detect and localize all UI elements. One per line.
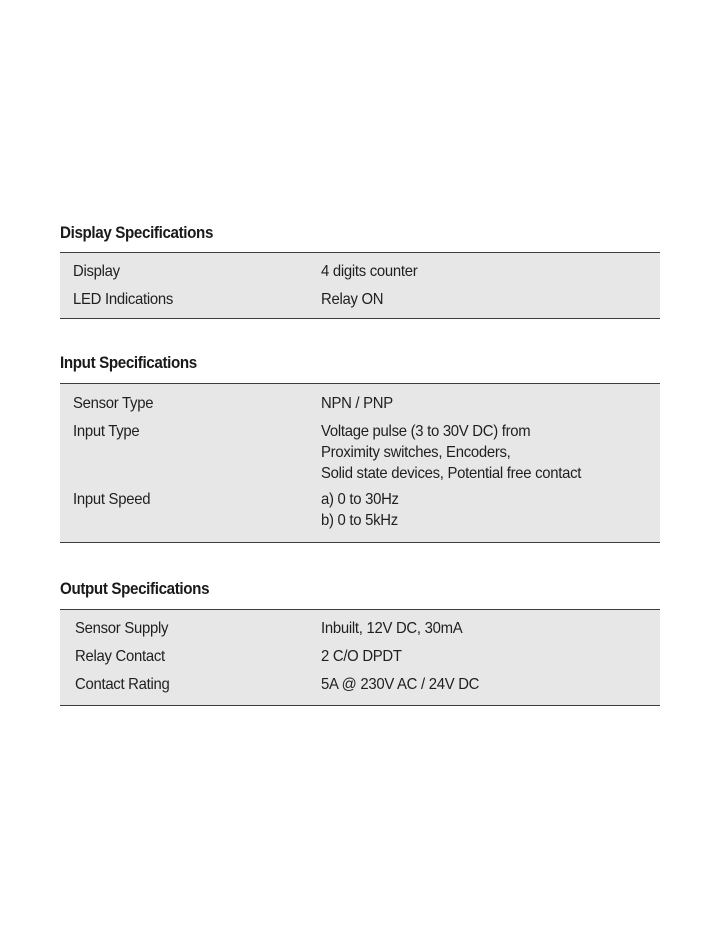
spec-label: LED Indications [73, 291, 174, 308]
input-specifications-title: Input Specifications [60, 354, 197, 372]
spec-value: 2 C/O DPDT [321, 648, 402, 665]
spec-label: Contact Rating [75, 676, 170, 693]
spec-value: Relay ON [321, 291, 384, 308]
spec-label: Sensor Supply [75, 620, 169, 637]
output-specifications-title: Output Specifications [60, 580, 210, 598]
spec-label: Input Speed [73, 491, 151, 508]
output-specifications-table [60, 609, 660, 706]
spec-value: a) 0 to 30Hz b) 0 to 5kHz [321, 491, 399, 529]
spec-value: 5A @ 230V AC / 24V DC [321, 676, 480, 693]
spec-label: Input Type [73, 423, 140, 440]
spec-value: NPN / PNP [321, 395, 393, 412]
spec-label: Display [73, 263, 120, 280]
spec-label: Relay Contact [75, 648, 165, 665]
spec-label: Sensor Type [73, 395, 154, 412]
spec-value: Voltage pulse (3 to 30V DC) from Proximity switches, Encoders, Solid state devices, Potential free contact [321, 423, 582, 482]
display-specifications-table [60, 252, 660, 319]
spec-value: Inbuilt, 12V DC, 30mA [321, 620, 463, 637]
input-specifications-table [60, 383, 660, 543]
spec-value: 4 digits counter [321, 263, 418, 280]
display-specifications-title: Display Specifications [60, 224, 214, 242]
